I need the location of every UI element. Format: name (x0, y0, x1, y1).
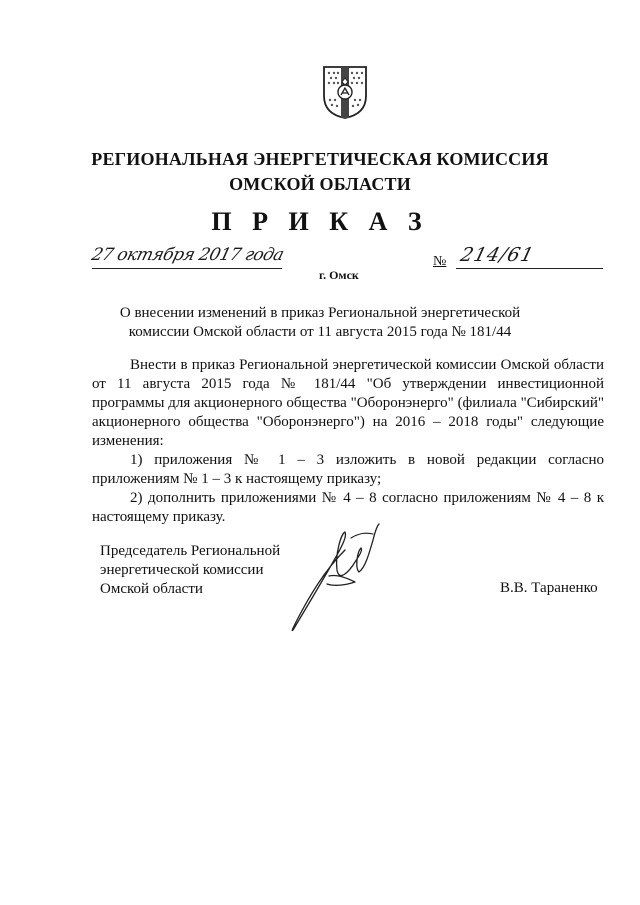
number-underline (456, 268, 603, 269)
body-paragraph-1: Внести в приказ Региональной энергетической комиссии Омской области от 11 августа 2015 года № 181/44 "Об утверждении инвестиционной программы для акционерного общества "Оборонэнерго" (филиала "Сибирский" акционерного общества "Оборонэнерго") на 2016 – 2018 годы" следующие изменения: (92, 357, 604, 449)
document-type-title: П Р И К А З (211, 207, 429, 236)
subject-line1: О внесении изменений в приказ Региональной энергетической (119, 305, 521, 321)
body-paragraph-2: 1) приложения № 1 – 3 изложить в новой редакции согласно приложениям № 1 – 3 к настоящему приказу; (92, 452, 604, 487)
signatory-title (100, 542, 280, 599)
signatory-title-line1: Председатель Региональной (100, 543, 281, 559)
signatory-title-line3: Омской области (100, 581, 203, 597)
body-paragraph-3: 2) дополнить приложениями № 4 – 8 согласно приложениям № 4 – 8 к настоящему приказу. (92, 490, 604, 525)
signatory-name: В.В. Тараненко (500, 580, 598, 596)
city-label: г. Омск (319, 268, 359, 282)
number-sign: № (433, 254, 447, 269)
organization-name-line2: ОМСКОЙ ОБЛАСТИ (229, 174, 411, 194)
signatory-title-line2: энергетической комиссии (100, 562, 264, 578)
handwritten-date: 27 октября 2017 года (89, 245, 286, 265)
handwritten-document-number: 214/61 (458, 244, 537, 266)
subject-line2: комиссии Омской области от 11 августа 2015 года № 181/44 (128, 324, 512, 340)
document-body (92, 356, 604, 527)
document-subject (0, 304, 640, 342)
organization-name-line1: РЕГИОНАЛЬНАЯ ЭНЕРГЕТИЧЕСКАЯ КОМИССИЯ (91, 149, 549, 169)
date-underline (92, 268, 282, 269)
handwritten-signature (285, 510, 395, 635)
coat-of-arms-icon (321, 64, 369, 120)
